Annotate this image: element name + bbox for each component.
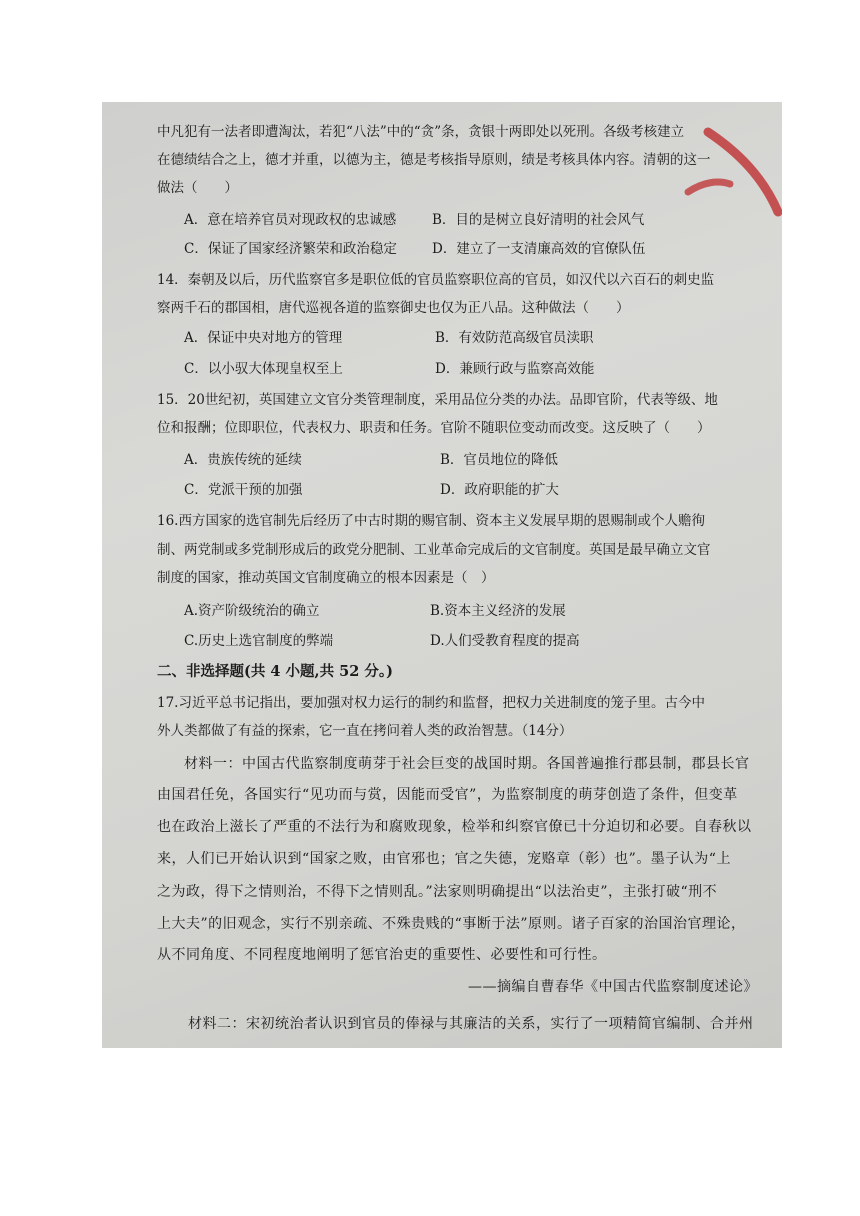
option-16-c: C.历史上选官制度的弊端: [184, 633, 334, 649]
option-15-c: C．党派干预的加强: [184, 482, 303, 498]
text-line: 做法（ ）: [157, 180, 238, 196]
material-one: 来，人们已开始认识到“国家之败，由官邪也；官之失德，宠赂章（彰）也”。墨子认为“上: [157, 851, 731, 867]
option-13-a: A．意在培养官员对现政权的忠诚感: [184, 212, 397, 228]
question-17: 17.习近平总书记指出，要加强对权力运行的制约和监督，把权力关进制度的笼子里。古今中: [157, 695, 705, 711]
material-one: 从不同角度、不同程度地阐明了惩官治吏的重要性、必要性和可行性。: [157, 947, 607, 963]
option-14-d: D．兼顾行政与监察高效能: [435, 361, 595, 377]
question-16: 16.西方国家的选官制先后经历了中古时期的赐官制、资本主义发展早期的恩赐制或个人赡徇: [157, 513, 705, 529]
question-15: 位和报酬；位即职位，代表权力、职责和任务。官阶不随职位变动而改变。这反映了（ ）: [157, 420, 711, 436]
option-13-d: D．建立了一支清廉高效的官僚队伍: [432, 241, 646, 257]
question-14: 察两千石的郡国相，唐代巡视各道的监察御史也仅为正八品。这种做法（ ）: [157, 300, 630, 316]
option-16-b: B.资本主义经济的发展: [430, 603, 566, 619]
exam-text: [102, 102, 782, 1048]
option-14-c: C．以小驭大体现皇权至上: [184, 361, 343, 377]
question-16: 制度的国家，推动英国文官制度确立的根本因素是（ ）: [157, 570, 495, 586]
option-14-b: B．有效防范高级官员渎职: [435, 330, 594, 346]
option-16-a: A.资产阶级统治的确立: [184, 603, 320, 619]
option-15-b: B．官员地位的降低: [440, 452, 558, 468]
material-two: 材料二：宋初统治者认识到官员的俸禄与其廉洁的关系，实行了一项精简官编制、合并州: [188, 1016, 754, 1032]
text-line: 在德绩结合之上，德才并重，以德为主，德是考核指导原则，绩是考核具体内容。清朝的这一: [157, 152, 711, 168]
option-16-d: D.人们受教育程度的提高: [430, 633, 580, 649]
question-15: 15．20世纪初，英国建立文官分类管理制度，采用品位分类的办法。品即官阶，代表等级、地: [157, 392, 718, 408]
exam-page-photo: [102, 102, 782, 1048]
question-17: 外人类都做了有益的探索，它一直在拷问着人类的政治智慧。（14分）: [157, 723, 573, 739]
question-14: 14．秦朝及以后，历代监察官多是职位低的官员监察职位高的官员，如汉代以六百石的刺史监: [157, 272, 715, 288]
material-one: 材料一：中国古代监察制度萌芽于社会巨变的战国时期。各国普遍推行郡县制，郡县长官: [184, 756, 750, 772]
option-13-b: B．目的是树立良好清明的社会风气: [432, 212, 645, 228]
material-source: ——摘编自曹春华《中国古代监察制度述论》: [468, 979, 758, 995]
material-one: 之为政，得下之情则治，不得下之情则乱。”法家则明确提出“以法治吏”，主张打破“刑不: [157, 884, 718, 900]
section-heading: 二、非选择题(共 4 小题,共 52 分。): [157, 663, 393, 680]
question-16: 制、两党制或多党制形成后的政党分肥制、工业革命完成后的文官制度。英国是最早确立文官: [157, 542, 711, 558]
option-14-a: A．保证中央对地方的管理: [184, 330, 343, 346]
option-15-d: D．政府职能的扩大: [440, 482, 559, 498]
material-one: 由国君任免，各国实行“见功而与赏，因能而受官”，为监察制度的萌芽创造了条件，但变革: [157, 787, 738, 803]
option-15-a: A．贵族传统的延续: [184, 452, 302, 468]
text-line: 中凡犯有一法者即遭淘汰，若犯“八法”中的“贪”条，贪银十两即处以死刑。各级考核建立: [157, 124, 685, 140]
material-one: 也在政治上滋长了严重的不法行为和腐败现象，检举和纠察官僚已十分迫切和必要。自春秋以: [157, 819, 752, 835]
option-13-c: C．保证了国家经济繁荣和政治稳定: [184, 241, 397, 257]
material-one: 上大夫”的旧观念，实行不别亲疏、不殊贵贱的“事断于法”原则。诸子百家的治国治官理论，: [157, 916, 746, 932]
